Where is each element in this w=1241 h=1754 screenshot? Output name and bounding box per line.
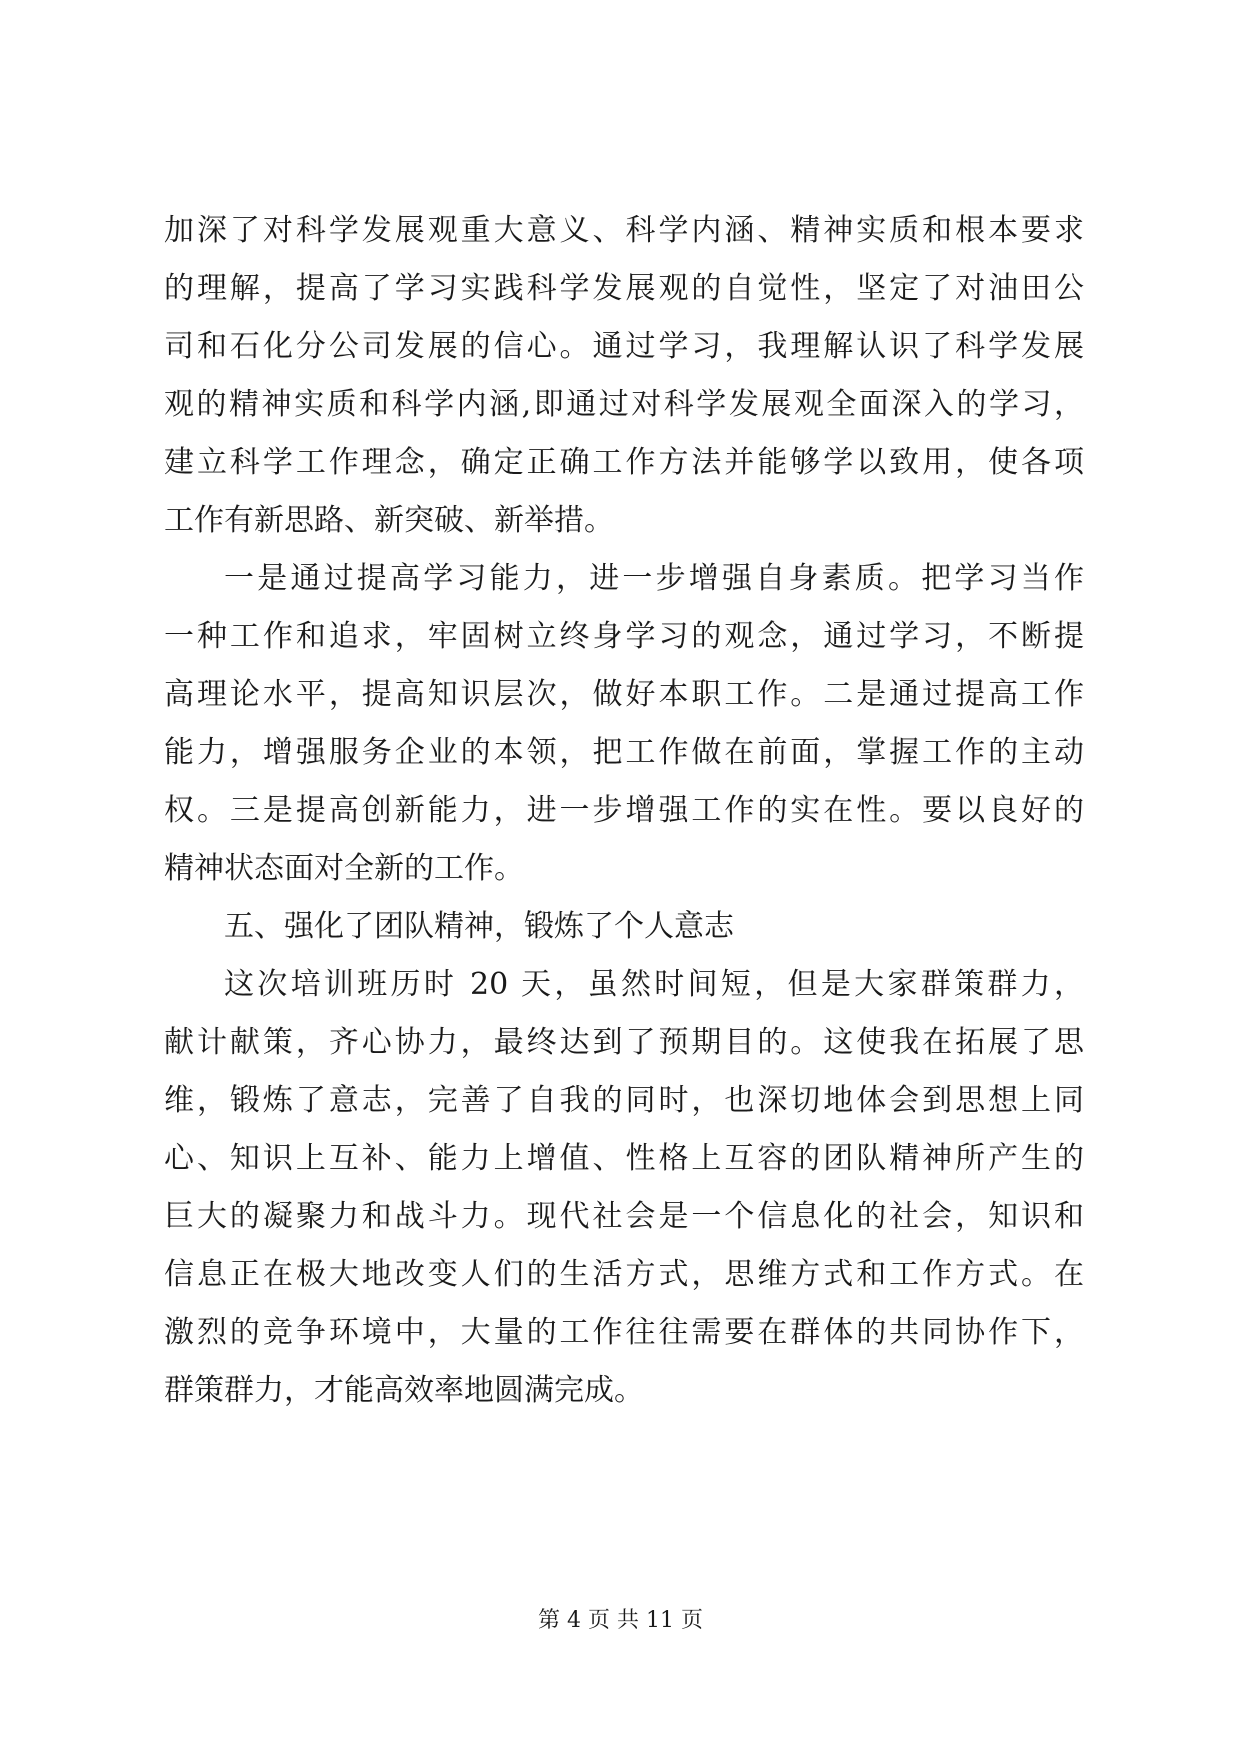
paragraph-line: 一是通过提高学习能力，进一步增强自身素质。把学习当作 [224, 561, 1084, 596]
paragraph-line: 一种工作和追求，牢固树立终身学习的观念，通过学习，不断提 [164, 619, 1084, 654]
paragraph-line: 工作有新思路、新突破、新举措。 [164, 503, 614, 538]
paragraph-line: 这次培训班历时 20 天，虽然时间短，但是大家群策群力， [224, 967, 1084, 1002]
paragraph-line: 维，锻炼了意志，完善了自我的同时，也深切地体会到思想上同 [164, 1083, 1084, 1118]
paragraph-line: 的理解，提高了学习实践科学发展观的自觉性，坚定了对油田公 [164, 271, 1084, 306]
paragraph-line: 建立科学工作理念，确定正确工作方法并能够学以致用，使各项 [164, 445, 1084, 480]
section-heading: 五、强化了团队精神，锻炼了个人意志 [224, 909, 734, 944]
paragraph-line: 观的精神实质和科学内涵,即通过对科学发展观全面深入的学习， [164, 387, 1084, 422]
paragraph-line: 司和石化分公司发展的信心。通过学习，我理解认识了科学发展 [164, 329, 1084, 364]
paragraph-line: 献计献策，齐心协力，最终达到了预期目的。这使我在拓展了思 [164, 1025, 1084, 1060]
paragraph-line: 群策群力，才能高效率地圆满完成。 [164, 1373, 644, 1408]
paragraph-line: 巨大的凝聚力和战斗力。现代社会是一个信息化的社会，知识和 [164, 1199, 1084, 1234]
paragraph-line: 能力，增强服务企业的本领，把工作做在前面，掌握工作的主动 [164, 735, 1084, 770]
paragraph-line: 精神状态面对全新的工作。 [164, 851, 524, 886]
paragraph-line: 信息正在极大地改变人们的生活方式，思维方式和工作方式。在 [164, 1257, 1084, 1292]
paragraph-line: 加深了对科学发展观重大意义、科学内涵、精神实质和根本要求 [164, 213, 1084, 248]
page-number-footer: 第 4 页 共 11 页 [538, 1608, 703, 1633]
paragraph-line: 权。三是提高创新能力，进一步增强工作的实在性。要以良好的 [164, 793, 1084, 828]
paragraph-line: 高理论水平，提高知识层次，做好本职工作。二是通过提高工作 [164, 677, 1084, 712]
paragraph-line: 激烈的竞争环境中，大量的工作往往需要在群体的共同协作下， [164, 1315, 1084, 1350]
paragraph-line: 心、知识上互补、能力上增值、性格上互容的团队精神所产生的 [164, 1141, 1084, 1176]
